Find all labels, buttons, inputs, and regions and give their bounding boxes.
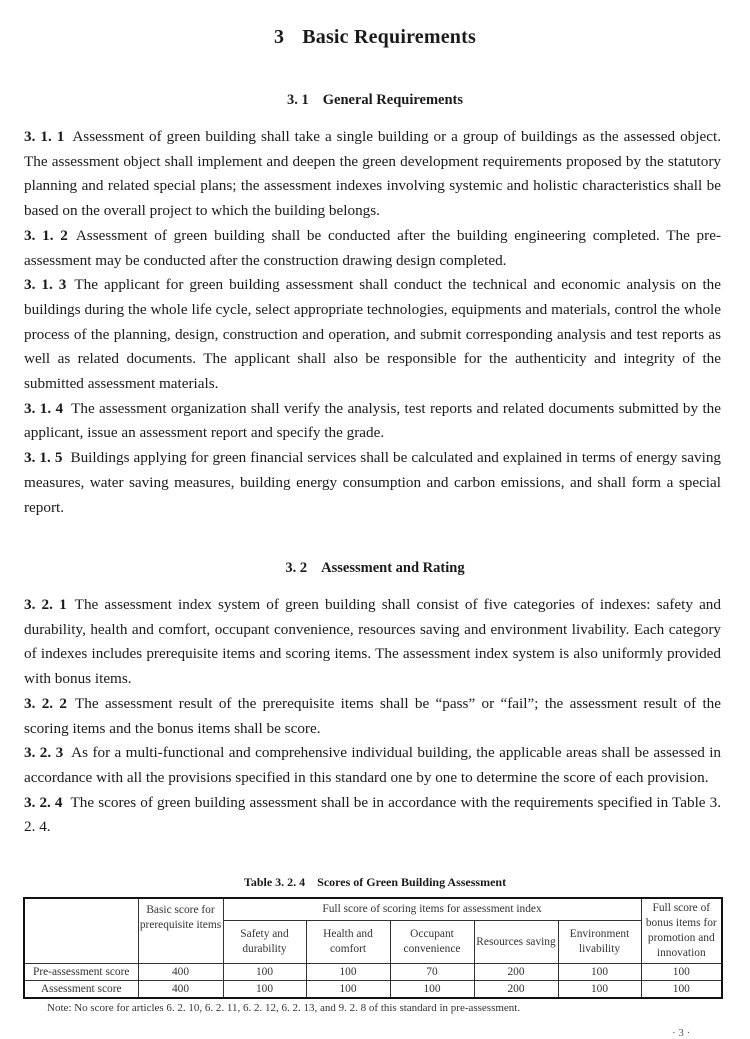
table-cell: 100 [558,964,641,981]
clause-text: Assessment of green building shall be conducted after the building engineering completed. The pre-assessment may be conducted after the construction drawing design completed. [24,226,722,269]
clause-text: Assessment of green building shall take a single building or a group of buildings as the assessed object. The assessment object shall implement and deepen the green development requirements proposed by the statutory planning and related special plans; the assessment indexes involving systemic and holistic characteristics shall be based on the overall project to which the building belongs. [24,128,721,220]
clause-number: 3. 2. 4 [24,793,63,811]
header-category: Occupant convenience [390,921,474,964]
clause-3-1-3 [24,273,721,397]
header-basic-score: Basic score for prerequisite items [138,898,223,964]
clause-text: Buildings applying for green financial services shall be calculated and explained in terms of energy saving measures, water saving measures, building energy consumption and carbon emissions, and shall form a special report. [24,449,722,516]
header-category: Environment livability [558,921,641,964]
table-cell: 100 [306,981,390,999]
table-cell: 100 [223,981,306,999]
clause-number: 3. 1. 5 [24,449,63,467]
table-cell: 400 [138,964,223,981]
table-cell: 400 [138,981,223,999]
header-scoring-group: Full score of scoring items for assessment index [223,898,641,921]
header-category: Health and comfort [306,921,390,964]
table-title: Scores of Green Building Assessment [317,875,507,889]
row-label: Pre-assessment score [24,964,138,981]
section-title-3-1 [0,92,750,109]
clause-text: The assessment organization shall verify the analysis, test reports and related documents submitted by the applicant, issue an assessment report and specify the grade. [24,399,721,442]
clause-text: The scores of green building assessment shall be in accordance with the requirements specified in Table 3. 2. 4. [24,793,721,836]
clause-number: 3. 1. 2 [24,226,68,244]
row-label: Assessment score [24,981,138,999]
table-cell: 100 [306,964,390,981]
table-cell: 100 [223,964,306,981]
clause-number: 3. 1. 4 [24,399,64,417]
clause-number: 3. 2. 2 [24,694,68,712]
clause-3-1-1 [24,125,721,224]
table-cell: 200 [474,964,558,981]
clause-number: 3. 1. 1 [24,128,65,145]
table-number: Table 3. 2. 4 [243,875,306,889]
section-3-2-body [24,593,721,840]
table-cell: 100 [641,964,722,981]
table-row [24,964,722,981]
table-cell: 200 [474,981,558,999]
chapter-number: 3 [274,26,285,48]
table-cell: 100 [390,981,474,999]
header-bonus: Full score of bonus items for promotion and innovation [641,898,722,964]
header-corner [24,898,138,964]
table-header-row [24,898,722,921]
header-category: Safety and durability [223,921,306,964]
section-number: 3. 1 [286,92,309,108]
clause-3-1-4 [24,397,721,446]
clause-number: 3. 2. 1 [24,596,67,613]
table-cell: 100 [558,981,641,999]
table-cell: 70 [390,964,474,981]
header-category: Resources saving [474,921,558,964]
clause-3-1-2 [24,224,721,273]
clause-3-2-3 [24,741,721,790]
table-row [24,981,722,999]
section-number: 3. 2 [285,560,308,576]
chapter-title [0,26,750,49]
clause-3-2-4 [24,791,721,840]
table-cell: 100 [641,981,722,999]
clause-text: As for a multi-functional and comprehensive individual building, the applicable areas shall be assessed in accordance with all the provisions specified in this standard one by one to determine the score of each provision. [24,744,722,786]
clause-3-2-1 [24,593,721,692]
page-number: · 3 · [672,1027,691,1039]
clause-number: 3. 2. 3 [24,744,64,762]
section-title-3-2 [0,560,750,577]
clause-3-1-5 [24,446,721,520]
section-3-1-body [24,125,721,520]
scores-table [23,897,723,999]
table-note: Note: No score for articles 6. 2. 10, 6. 2. 11, 6. 2. 12, 6. 2. 13, and 9. 2. 8 of this standard in pre-assessment. [47,1002,521,1014]
clause-text: The assessment index system of green building shall consist of five categories of indexes: safety and durability, health and comfort, occupant convenience, resources saving and environment livability. Each category of indexes includes prerequisite items and scoring items. The assessment index system is also uniformly provided with bonus items. [24,596,721,688]
section-title-text: General Requirements [322,92,464,108]
chapter-title-text: Basic Requirements [302,26,476,48]
clause-number: 3. 1. 3 [24,276,67,294]
clause-text: The applicant for green building assessment shall conduct the technical and economic analysis on the buildings during the whole life cycle, select appropriate technologies, equipments and materials, control the whole process of the planning, design, construction and operation, and submit corresponding analysis and test reports as well as related documents. The applicant shall also be responsible for the authenticity and integrity of the submitted assessment materials. [24,276,722,393]
table-caption [0,875,750,890]
clause-3-2-2 [24,692,721,741]
section-title-text: Assessment and Rating [321,560,465,576]
clause-text: The assessment result of the prerequisite items shall be “pass” or “fail”; the assessment result of the scoring items and the bonus items shall be score. [24,694,721,737]
